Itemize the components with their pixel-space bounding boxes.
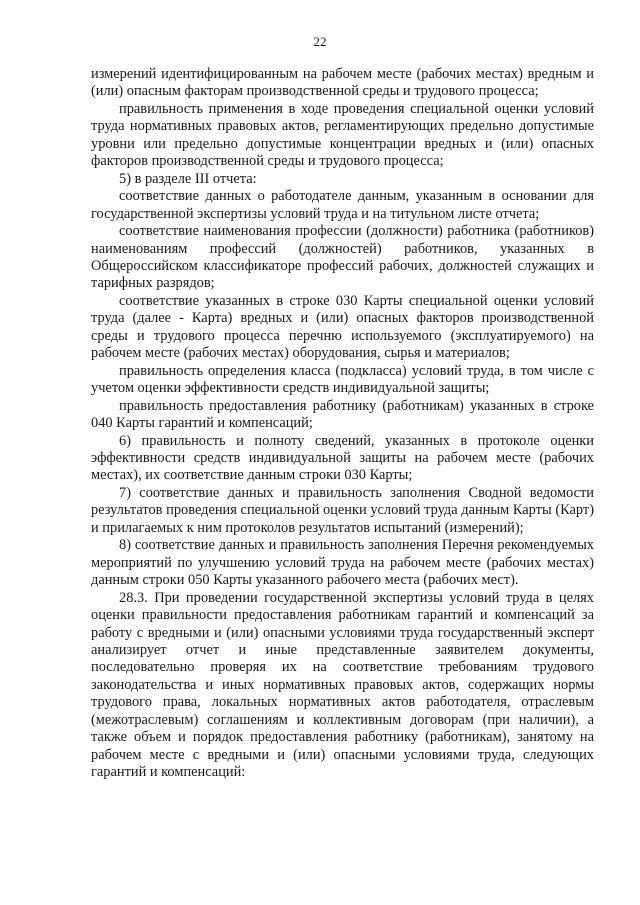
document-body — [91, 66, 594, 782]
paragraph: правильность предоставления работнику (работникам) указанных в строке 040 Карты гарантий и компенсаций; — [91, 397, 594, 432]
paragraph-continuation: измерений идентифицированным на рабочем месте (рабочих местах) вредным и (или) опасным факторам производственной среды и трудового процесса; — [91, 66, 594, 100]
paragraph: 8) соответствие данных и правильность заполнения Перечня рекомендуемых мероприятий по улучшению условий труда на рабочем месте (рабочих местах) данным строки 050 Карты указанного рабочего места (рабочих мест). — [91, 537, 594, 589]
paragraph: соответствие указанных в строке 030 Карты специальной оценки условий труда (далее - Карта) вредных и (или) опасных факторов производственной среды и трудового процесса перечню используемого (эксплуатируемого) на рабочем месте (рабочих местах) оборудования, сырья и материалов; — [91, 292, 594, 362]
paragraph: 6) правильность и полноту сведений, указанных в протоколе оценки эффективности средств индивидуальной защиты на рабочем месте (рабочих местах), их соответствие данным строки 030 Карты; — [91, 432, 594, 484]
paragraph: соответствие наименования профессии (должности) работника (работников) наименованиям профессий (должностей) работников, указанных в Общероссийском классификаторе профессий рабочих, должностей служащих и тарифных разрядов; — [91, 223, 594, 292]
paragraph: правильность определения класса (подкласса) условий труда, в том числе с учетом оценки эффективности средств индивидуальной защиты; — [91, 362, 594, 397]
paragraph: 28.3. При проведении государственной экспертизы условий труда в целях оценки правильности предоставления работникам гарантий и компенсаций за работу с вредными и (или) опасными условиями труда государственный эксперт анализирует отчет и иные представленные заявителем документы, последовательно проверяя их на соответствие требованиям трудового законодательства и иных нормативных правовых актов, содержащих нормы трудового права, локальных нормативных актов работодателя, отраслевым (межотраслевым) соглашениям и коллективным договорам (при наличии), а также объем и порядок предоставления работнику (работникам), занятому на рабочем месте с вредными и (или) опасными условиями труда, следующих гарантий и компенсаций: — [91, 589, 594, 781]
paragraph: соответствие данных о работодателе данным, указанным в основании для государственной экспертизы условий труда и на титульном листе отчета; — [91, 188, 594, 222]
paragraph: правильность применения в ходе проведения специальной оценки условий труда нормативных правовых актов, регламентирующих предельно допустимые уровни или предельно допустимые концентрации вредных и (или) опасных факторов производственной среды и трудового процесса; — [91, 100, 594, 170]
paragraph: 5) в разделе III отчета: — [119, 170, 257, 187]
paragraph: 7) соответствие данных и правильность заполнения Сводной ведомости результатов проведения специальной оценки условий труда данным Карты (Карт) и прилагаемых к ним протоколов результатов испытаний (измерений); — [91, 484, 594, 536]
page-number: 22 — [313, 34, 327, 49]
